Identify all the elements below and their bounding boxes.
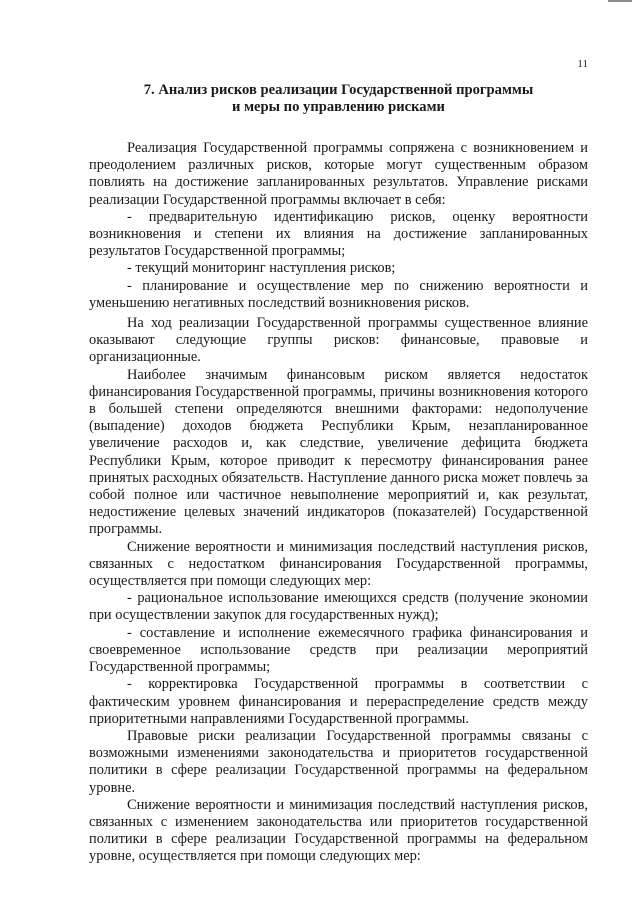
- section-heading: [89, 82, 588, 116]
- list-item-rational-use: - рациональное использование имеющихся средств (получение экономии при осуществлении закупок для государственных нужд);: [89, 590, 588, 624]
- paragraph-legal-measures: Снижение вероятности и минимизация последствий наступления рисков, связанных с изменением законодательства или приоритетов государственной политики в сфере реализации Государственной программы на федеральном уровне, осуществляется при помощи следующих мер:: [89, 796, 588, 865]
- section-heading-line-2: и меры по управлению рисками: [232, 99, 445, 115]
- paragraph-financial-measures: Снижение вероятности и минимизация последствий наступления рисков, связанных с недостатком финансирования Государственной программы, осуществляется при помощи следующих мер:: [89, 538, 588, 590]
- list-item-schedule: - составление и исполнение ежемесячного графика финансирования и своевременное использование средств при реализации мероприятий Государственной программы;: [89, 624, 588, 676]
- list-item-adjustment: - корректировка Государственной программы в соответствии с фактическим уровнем финансирования и перераспределение средств между приоритетными направлениями Государственной программы.: [89, 676, 588, 727]
- paragraph-legal-risk: Правовые риски реализации Государственной программы связаны с возможными изменениями законодательства и приоритетов государственной политики в сфере реализации Государственной программы на федеральном уровне.: [89, 727, 588, 796]
- paragraph-risk-groups: На ход реализации Государственной программы существенное влияние оказывают следующие группы рисков: финансовые, правовые и организационные.: [89, 315, 588, 366]
- list-item-identification: - предварительную идентификацию рисков, оценку вероятности возникновения и степени их влияния на достижение запланированных результатов Государственной программы;: [89, 208, 588, 260]
- document-body: [89, 82, 588, 866]
- paragraph-intro: Реализация Государственной программы сопряжена с возникновением и преодолением различных рисков, которые могут существенным образом повлиять на достижение запланированных результатов. Управление рисками реализации Государственной программы включает в себя:: [89, 140, 588, 208]
- page-number: 11: [577, 58, 588, 70]
- list-item-monitoring: - текущий мониторинг наступления рисков;: [127, 260, 396, 277]
- paragraph-financial-risk: Наиболее значимым финансовым риском является недостаток финансирования Государственной программы, причины возникновения которого в большей степени определяются внешними факторами: недополучение (выпадение) доходов бюджета Республики Крым, незапланированное увеличение расходов и, как следствие, увеличение дефицита бюджета Республики Крым, которое приводит к пересмотру финансирования ранее принятых расходных обязательств. Наступление данного риска может повлечь за собой полное или частичное невыполнение мероприятий и, как результат, недостижение целевых значений индикаторов (показателей) Государственной программы.: [89, 366, 588, 538]
- list-item-planning: - планирование и осуществление мер по снижению вероятности и уменьшению негативных последствий возникновения рисков.: [89, 277, 588, 311]
- corner-mark: [608, 0, 632, 2]
- section-heading-line-1: 7. Анализ рисков реализации Государственной программы: [143, 82, 534, 98]
